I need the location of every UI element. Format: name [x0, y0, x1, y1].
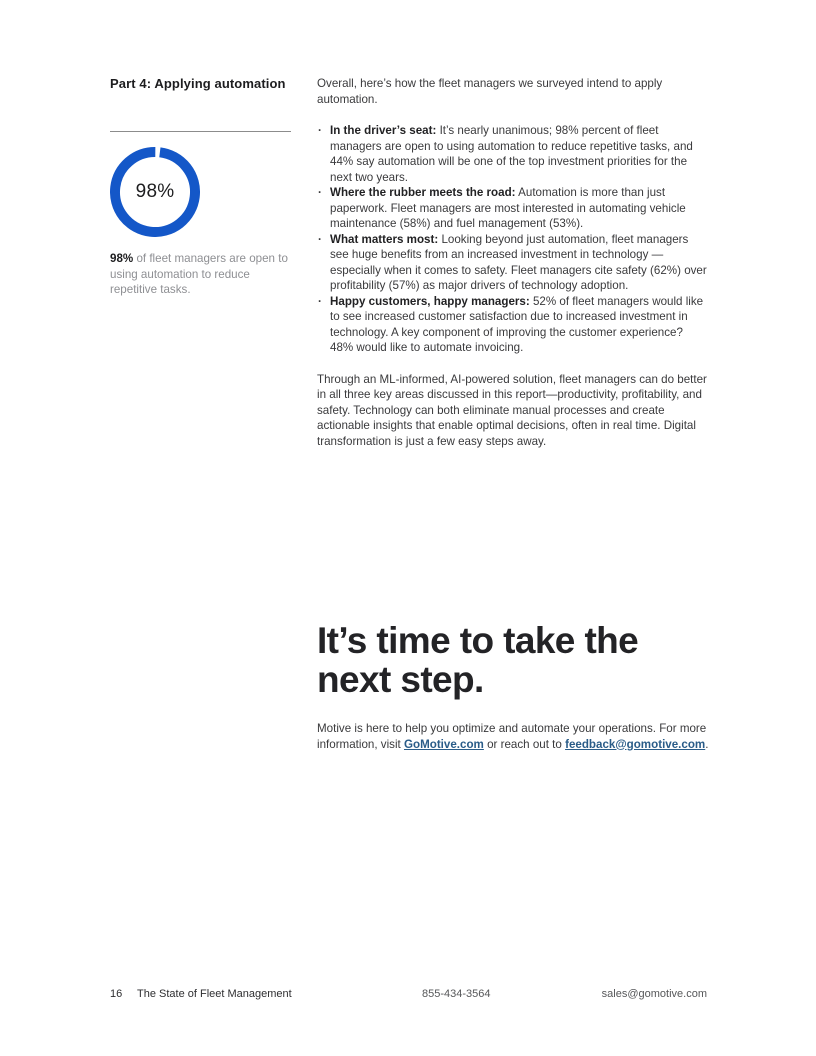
donut-caption: [110, 251, 295, 298]
cta-heading: [317, 621, 709, 699]
bullet-lead: In the driver’s seat:: [330, 124, 437, 137]
bullet-item-rubber-road: [317, 185, 709, 232]
bullet-item-happy-customers: [317, 294, 709, 356]
main-column: [317, 76, 709, 752]
cta-heading-line2: next step.: [317, 659, 484, 700]
feedback-email-link[interactable]: feedback@gomotive.com: [565, 737, 706, 751]
closing-paragraph: Through an ML-informed, AI-powered solution, fleet managers can do better in all three key areas discussed in this report—productivity, profitability, and safety. Technology can both eliminate manual processes and create actionable insights that enable optimal decisions, often in real time. Digital transformation is just a few easy steps away.: [317, 372, 707, 448]
footer-doc-title: The State of Fleet Management: [137, 988, 292, 1000]
page-footer: [0, 988, 816, 1004]
footer-email: sales@gomotive.com: [601, 988, 707, 1000]
donut-value-label: 98%: [135, 181, 175, 202]
cta-paragraph: [317, 721, 709, 752]
cta-text-end: .: [705, 737, 709, 751]
bullet-text: It’s nearly unanimous; 98% percent of fleet managers are open to using automation to reduce repetitive tasks, and 44% say automation will be one of the top investment priorities for the next two years.: [330, 124, 693, 184]
page-number: 16: [110, 988, 123, 1000]
bullet-text: 52% of fleet managers would like to see increased customer satisfaction due to increased investment in technology. A key component of improving the customer experience? 48% would like to automate invoicing.: [330, 294, 704, 354]
section-heading: Part 4: Applying automation: [110, 76, 286, 91]
cta-heading-line1: It’s time to take the: [317, 620, 639, 661]
divider-rule: [110, 131, 291, 132]
caption-text: of fleet managers are open to using automation to reduce repetitive tasks.: [110, 252, 288, 297]
bullet-text: Looking beyond just automation, fleet managers see huge benefits from an increased investment in technology — especially when it comes to safety. Fleet managers cite safety (62%) over profitability (57%) as major drivers of technology adoption.: [330, 232, 707, 292]
left-column: [110, 76, 300, 298]
bullet-lead: Where the rubber meets the road:: [330, 186, 516, 199]
cta-text-mid: or reach out to: [483, 737, 566, 751]
bullet-list: [317, 123, 709, 356]
bullet-item-what-matters: [317, 232, 709, 294]
donut-chart: [110, 147, 200, 237]
cta-text-before: Motive is here to help you optimize and automate your operations. For more information, visit: [317, 722, 707, 751]
caption-stat: 98%: [110, 252, 134, 265]
bullet-lead: Happy customers, happy managers:: [330, 294, 530, 308]
intro-paragraph: Overall, here’s how the fleet managers we surveyed intend to apply automation.: [317, 77, 663, 106]
footer-phone: 855-434-3564: [422, 988, 491, 1000]
bullet-item-drivers-seat: [317, 123, 709, 185]
bullet-text: Automation is more than just paperwork. Fleet managers are most interested in automating vehicle maintenance (58%) and fuel management (53%).: [330, 186, 686, 230]
gomotive-link[interactable]: GoMotive.com: [403, 737, 484, 751]
bullet-lead: What matters most:: [330, 232, 439, 246]
